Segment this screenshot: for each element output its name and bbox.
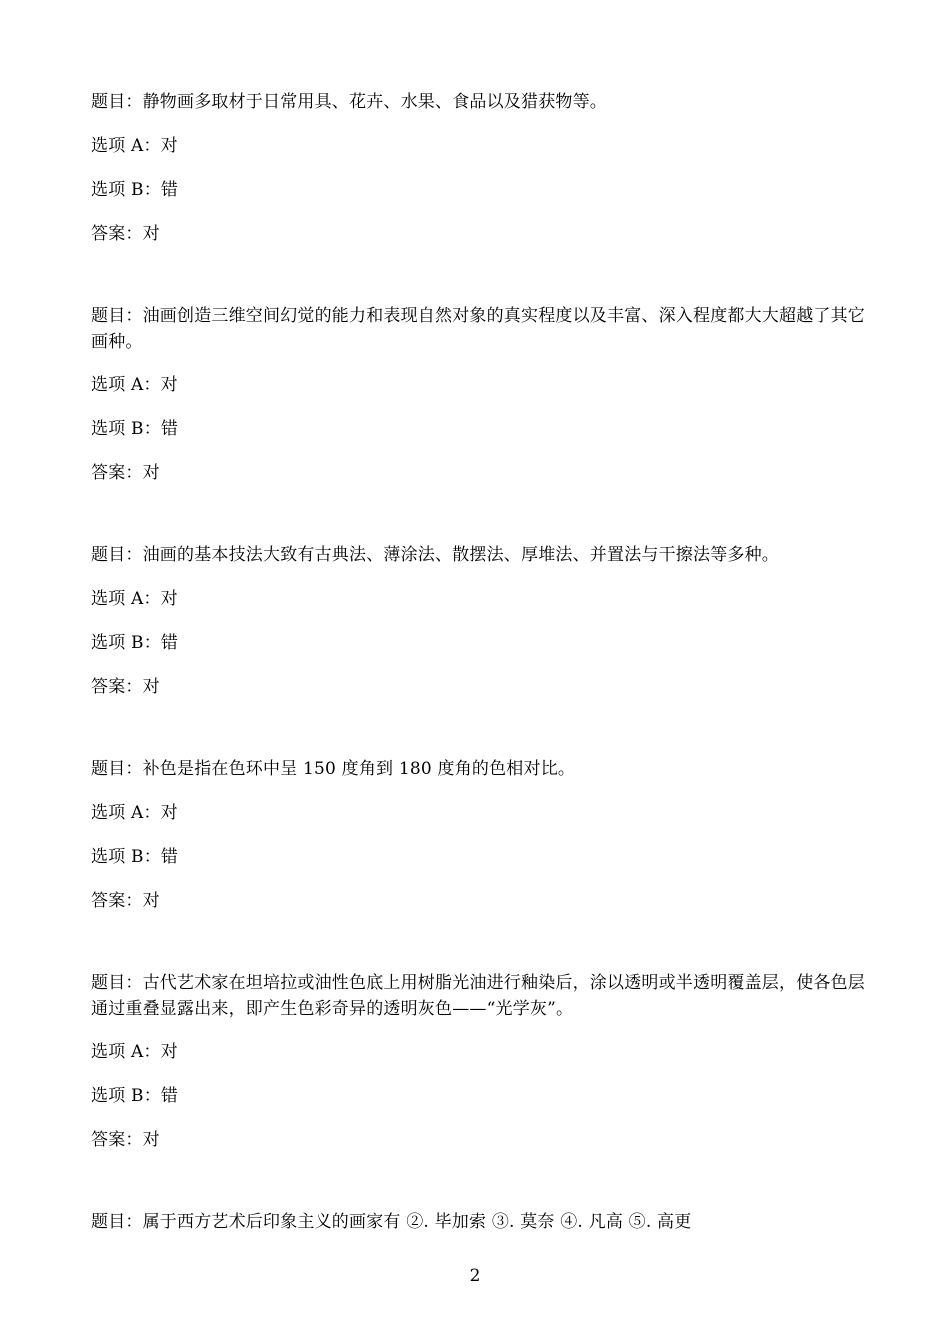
page-number: 2 (469, 1266, 481, 1286)
question-1-option-a: 选项 A：对 (91, 136, 178, 156)
question-2-option-a: 选项 A：对 (91, 375, 178, 395)
question-1-option-b: 选项 B：错 (91, 180, 179, 200)
question-5-option-b: 选项 B：错 (91, 1086, 179, 1106)
question-1-answer: 答案：对 (91, 224, 160, 244)
question-3-option-a: 选项 A：对 (91, 589, 178, 609)
question-5-option-a: 选项 A：对 (91, 1042, 178, 1062)
question-4-option-b: 选项 B：错 (91, 847, 179, 867)
question-4-option-a: 选项 A：对 (91, 803, 178, 823)
question-2-answer: 答案：对 (91, 463, 160, 483)
question-3-text: 题目：油画的基本技法大致有古典法、薄涂法、散摆法、厚堆法、并置法与干擦法等多种。 (91, 545, 779, 565)
question-3-answer: 答案：对 (91, 677, 160, 697)
question-2-text: 题目：油画创造三维空间幻觉的能力和表现自然对象的真实程度以及丰富、深入程度都大大超越了其它画种。 (91, 306, 865, 352)
question-6-text: 题目：属于西方艺术后印象主义的画家有 ②. 毕加索 ③. 莫奈 ④. 凡高 ⑤. 高更 (91, 1212, 692, 1232)
question-5-answer: 答案：对 (91, 1130, 160, 1150)
question-4-answer: 答案：对 (91, 891, 160, 911)
question-4-text: 题目：补色是指在色环中呈 150 度角到 180 度角的色相对比。 (91, 759, 576, 779)
question-3-option-b: 选项 B：错 (91, 633, 179, 653)
question-1-text: 题目：静物画多取材于日常用具、花卉、水果、食品以及猎获物等。 (91, 92, 607, 112)
question-5-text: 题目：古代艺术家在坦培拉或油性色底上用树脂光油进行釉染后，涂以透明或半透明覆盖层，使各色层通过重叠显露出来，即产生色彩奇异的透明灰色——“光学灰”。 (91, 973, 865, 1019)
question-2-option-b: 选项 B：错 (91, 419, 179, 439)
